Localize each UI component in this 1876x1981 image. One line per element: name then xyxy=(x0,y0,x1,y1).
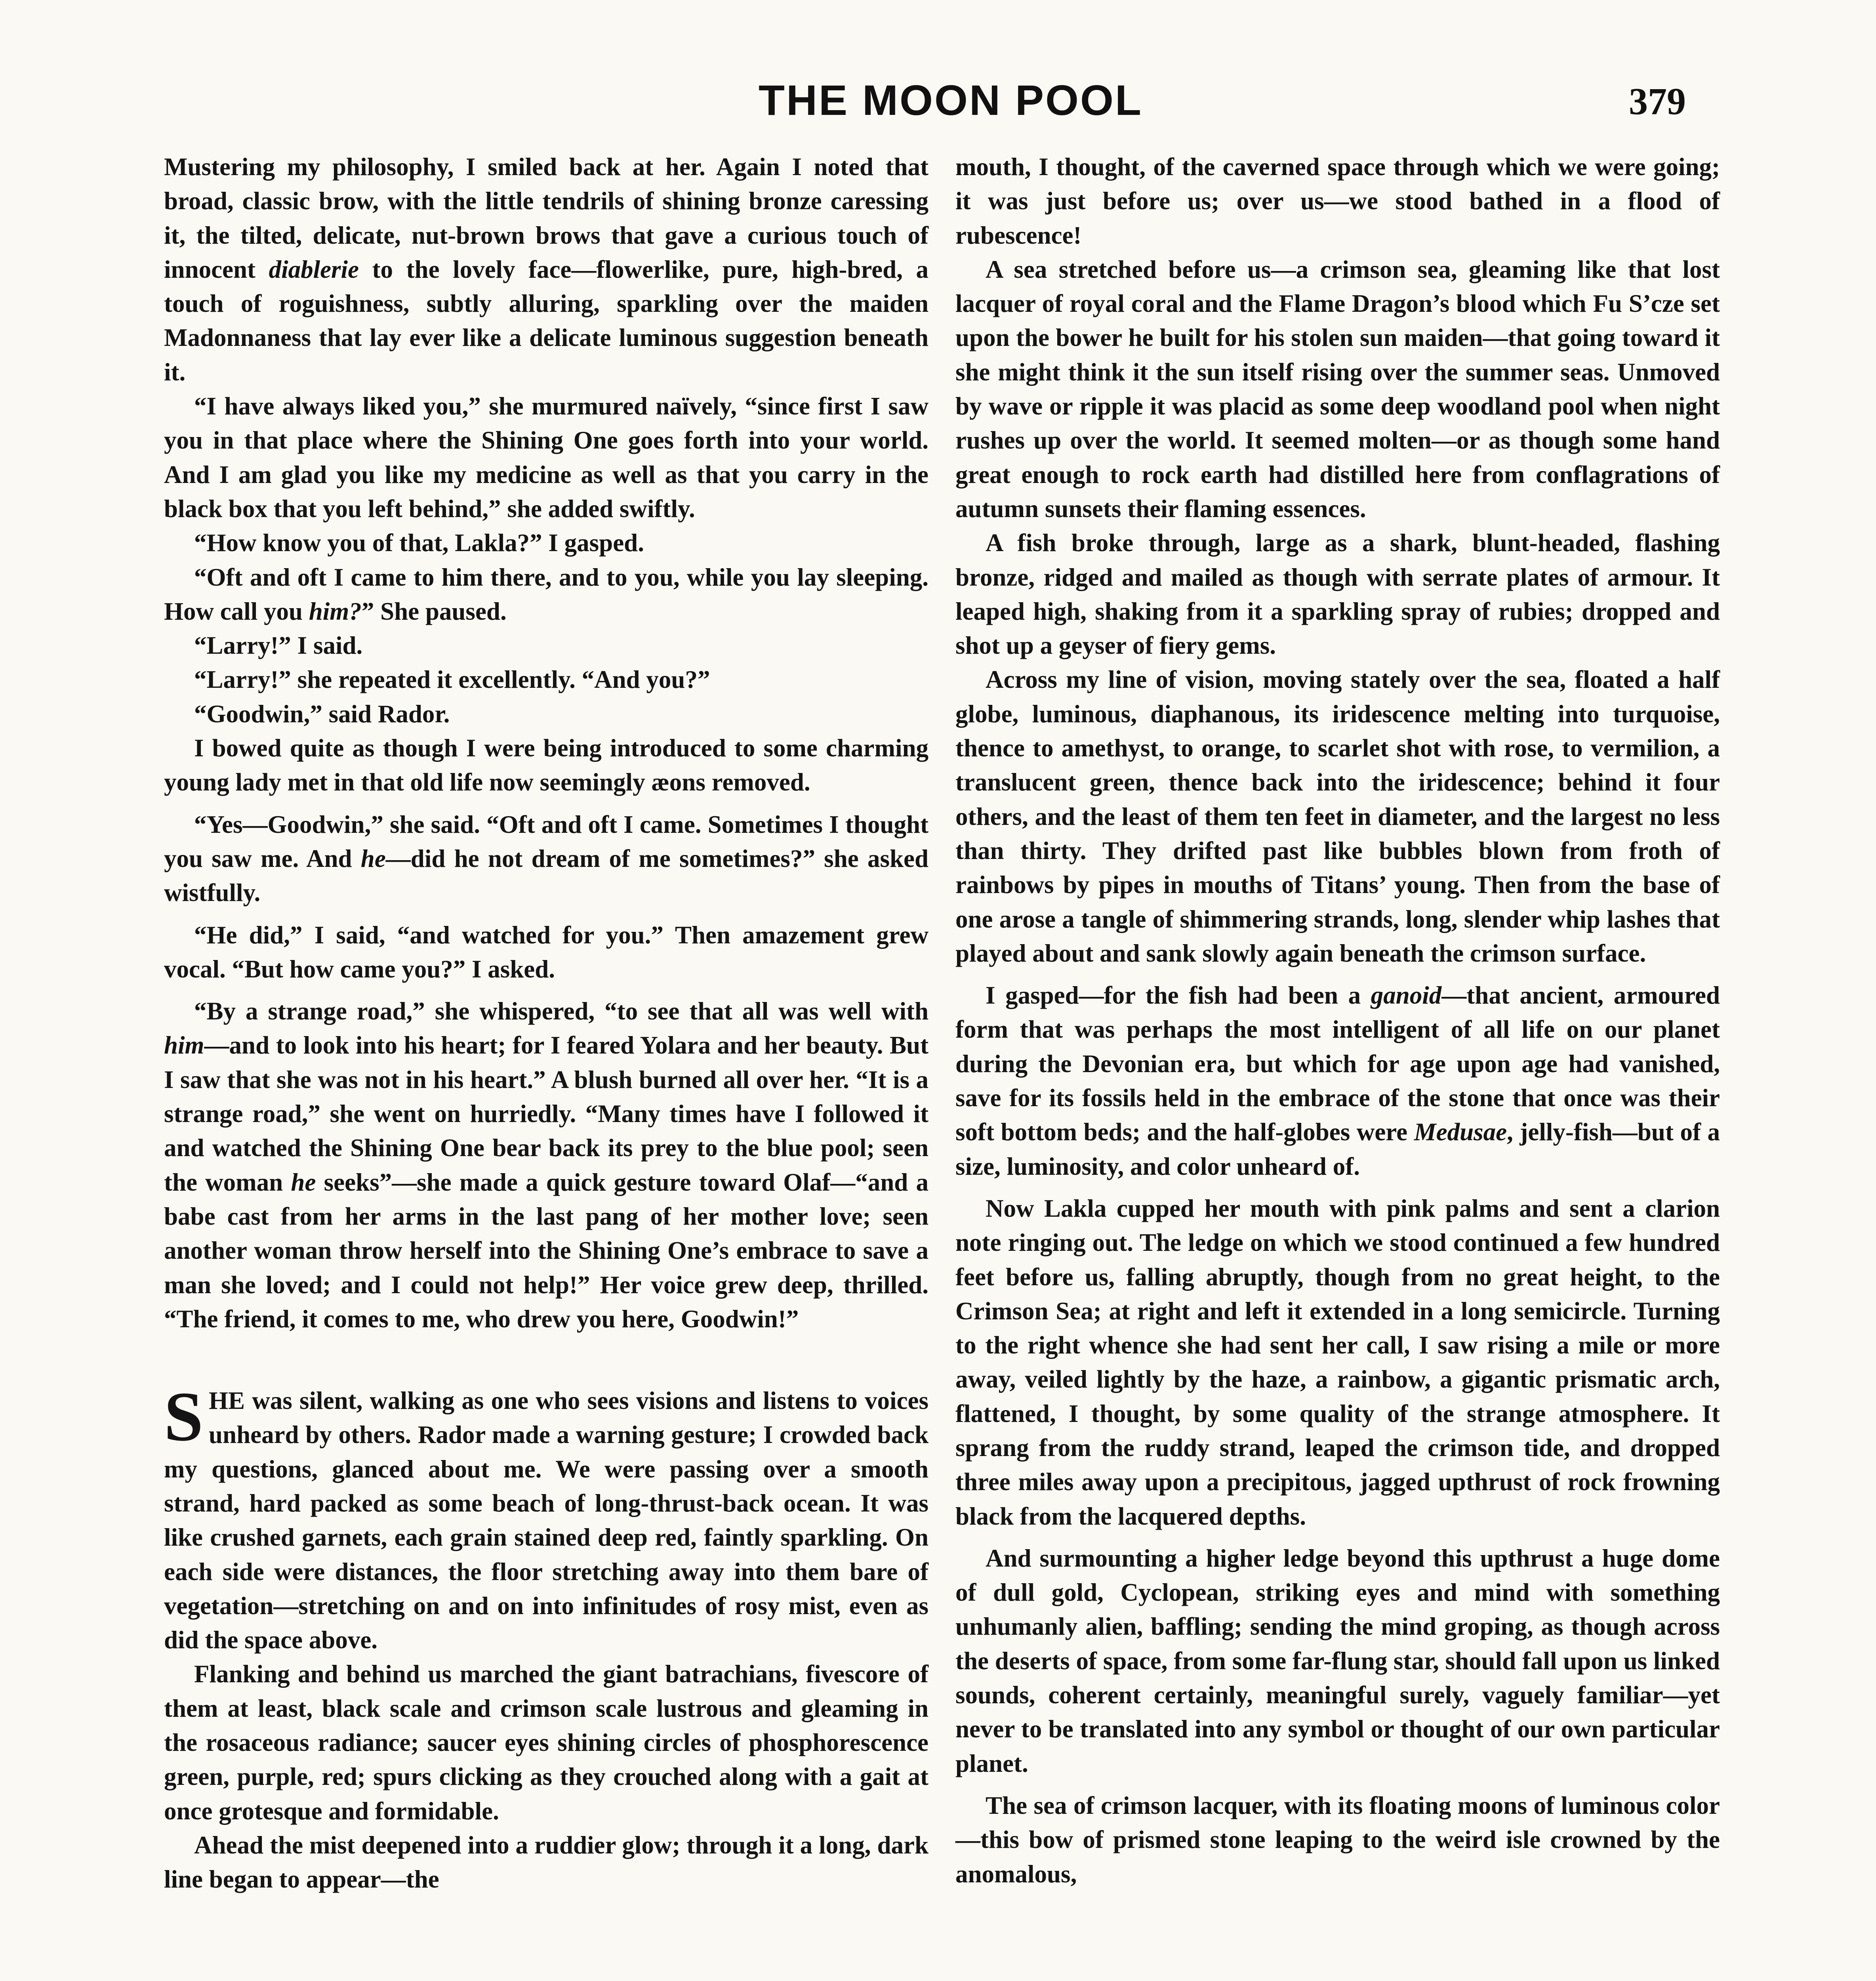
paragraph: And surmounting a higher ledge beyond this upthrust a huge dome of dull gold, Cyclopean, striking eyes and mind with something unhumanly alien, baffling; sending the mind groping, as though across the deserts of space, from some far-flung star, should fall upon us linked sounds, coherent certainly, meaningful surely, vaguely familiar—yet never to be translated into any symbol or thought of our own particular planet. xyxy=(955,1544,1720,1777)
paragraph: “Goodwin,” said Rador. xyxy=(194,700,450,728)
paragraph: I bowed quite as though I were being introduced to some charming young lady met in that old life now seemingly æons removed. xyxy=(164,734,928,796)
running-head-title: THE MOON POOL xyxy=(759,76,1143,124)
paragraph: “Oft and oft I came to him there, and to you, while you lay sleeping. How call you him?” She paused. xyxy=(164,563,928,625)
paragraph: “Yes—Goodwin,” she said. “Oft and oft I came. Sometimes I thought you saw me. And he—did he not dream of me sometimes?” she asked wistfully. xyxy=(164,810,928,907)
paragraph: A fish broke through, large as a shark, blunt-headed, flashing bronze, ridged and mailed as though with serrate plates of armour. It leaped high, shaking from it a sparkling spray of rubies; dropped and shot up a geyser of fiery gems. xyxy=(955,529,1720,660)
right-text-column xyxy=(955,150,1720,1891)
paragraph: “I have always liked you,” she murmured naïvely, “since first I saw you in that place where the Shining One goes forth into your world. And I am glad you like my medicine as well as that you carry in the black box that you left behind,” she added swiftly. xyxy=(164,392,928,523)
paragraph: A sea stretched before us—a crimson sea, gleaming like that lost lacquer of royal coral and the Flame Dragon’s blood which Fu S’cze set upon the bower he built for his stolen sun maiden—that going toward it she might think it the sun itself rising over the summer seas. Unmoved by wave or ripple it was placid as some deep woodland pool when night rushes up over the world. It seemed molten—or as though some hand great enough to rock earth had distilled here from conflagrations of autumn sunsets their flaming essences. xyxy=(955,255,1720,523)
page-number: 379 xyxy=(1629,80,1686,122)
paragraph: “Larry!” I said. xyxy=(194,632,363,660)
paragraph: Ahead the mist deepened into a ruddier glow; through it a long, dark line began to appear—the xyxy=(164,1831,928,1893)
paragraph: Mustering my philosophy, I smiled back at her. Again I noted that broad, classic brow, with the little tendrils of shining bronze caressing it, the tilted, delicate, nut-brown brows that gave a curious touch of innocent diablerie to the lovely face—flowerlike, pure, high-bred, a touch of roguishness, subtly alluring, sparkling over the maiden Madonnaness that lay ever like a delicate luminous suggestion beneath it. xyxy=(164,153,928,386)
paragraph: mouth, I thought, of the caverned space through which we were going; it was just before us; over us—we stood bathed in a flood of rubescence! xyxy=(955,153,1720,249)
paragraph: I gasped—for the fish had been a ganoid—that ancient, armoured form that was perhaps the most intelligent of all life on our planet during the Devonian era, but which for age upon age had vanished, save for its fossils held in the embrace of the stone that once was their soft bottom beds; and the half-globes were Medusae, jelly-fish—but of a size, luminosity, and color unheard of. xyxy=(955,981,1720,1180)
left-text-column xyxy=(164,150,928,1897)
paragraph: The sea of crimson lacquer, with its floating moons of luminous color—this bow of prismed stone leaping to the weird isle crowned by the anomalous, xyxy=(955,1791,1720,1888)
drop-cap: S xyxy=(164,1377,203,1456)
paragraph: Now Lakla cupped her mouth with pink palms and sent a clarion note ringing out. The ledge on which we stood continued a few hundred feet before us, falling abruptly, though from no great height, to the Crimson Sea; at right and left it extended in a long semicircle. Turning to the right whence she had sent her call, I saw rising a mile or more away, veiled lightly by the haze, a rainbow, a gigantic prismatic arch, flattened, I thought, by some quality of the strange atmosphere. It sprang from the ruddy strand, leaped the crimson tide, and dropped three miles away upon a precipitous, jagged upthrust of rock frowning black from the lacquered depths. xyxy=(955,1194,1720,1530)
paragraph: Across my line of vision, moving stately over the sea, floated a half globe, luminous, diaphanous, its iridescence melting into turquoise, thence to amethyst, to orange, to scarlet shot with rose, to vermilion, a translucent green, thence back into the iridescence; behind it four others, and the least of them ten feet in diameter, and the largest no less than thirty. They drifted past like bubbles blown from froth of rainbows by pipes in mouths of Titans’ young. Then from the base of one arose a tangle of shimmering strands, long, slender whip lashes that played about and sank slowly again beneath the crimson surface. xyxy=(955,666,1720,967)
paragraph: “Larry!” she repeated it excellently. “And you?” xyxy=(194,666,710,694)
paragraph: “How know you of that, Lakla?” I gasped. xyxy=(194,529,644,557)
section-opening-paragraph: SHE was silent, walking as one who sees visions and listens to voices unheard by others. Rador made a warning gesture; I crowded back my questions, glanced about me. We were passing over a smooth strand, hard packed as some beach of long-thrust-back ocean. It was like crushed garnets, each grain stained deep red, faintly sparkling. On each side were distances, the floor stretching away into them bare of vegetation—stretching on and on into infinitudes of rosy mist, even as did the space above. xyxy=(164,1377,928,1654)
paragraph: “He did,” I said, “and watched for you.” Then amazement grew vocal. “But how came you?” I asked. xyxy=(164,921,928,983)
paragraph: “By a strange road,” she whispered, “to see that all was well with him—and to look into his heart; for I feared Yolara and her beauty. But I saw that she was not in his heart.” A blush burned all over her. “It is a strange road,” she went on hurriedly. “Many times have I followed it and watched the Shining One bear back its prey to the blue pool; seen the woman he seeks”—she made a quick gesture toward Olaf—“and a babe cast from her arms in the last pang of her mother love; seen another woman throw herself into the Shining One’s embrace to save a man she loved; and I could not help!” Her voice grew deep, thrilled. “The friend, it comes to me, who drew you here, Goodwin!” xyxy=(164,997,928,1333)
paragraph: Flanking and behind us marched the giant batrachians, fivescore of them at least, black scale and crimson scale lustrous and gleaming in the rosaceous radiance; saucer eyes shining circles of phosphorescence green, purple, red; spurs clicking as they crouched along with a gait at once grotesque and formidable. xyxy=(164,1660,928,1825)
